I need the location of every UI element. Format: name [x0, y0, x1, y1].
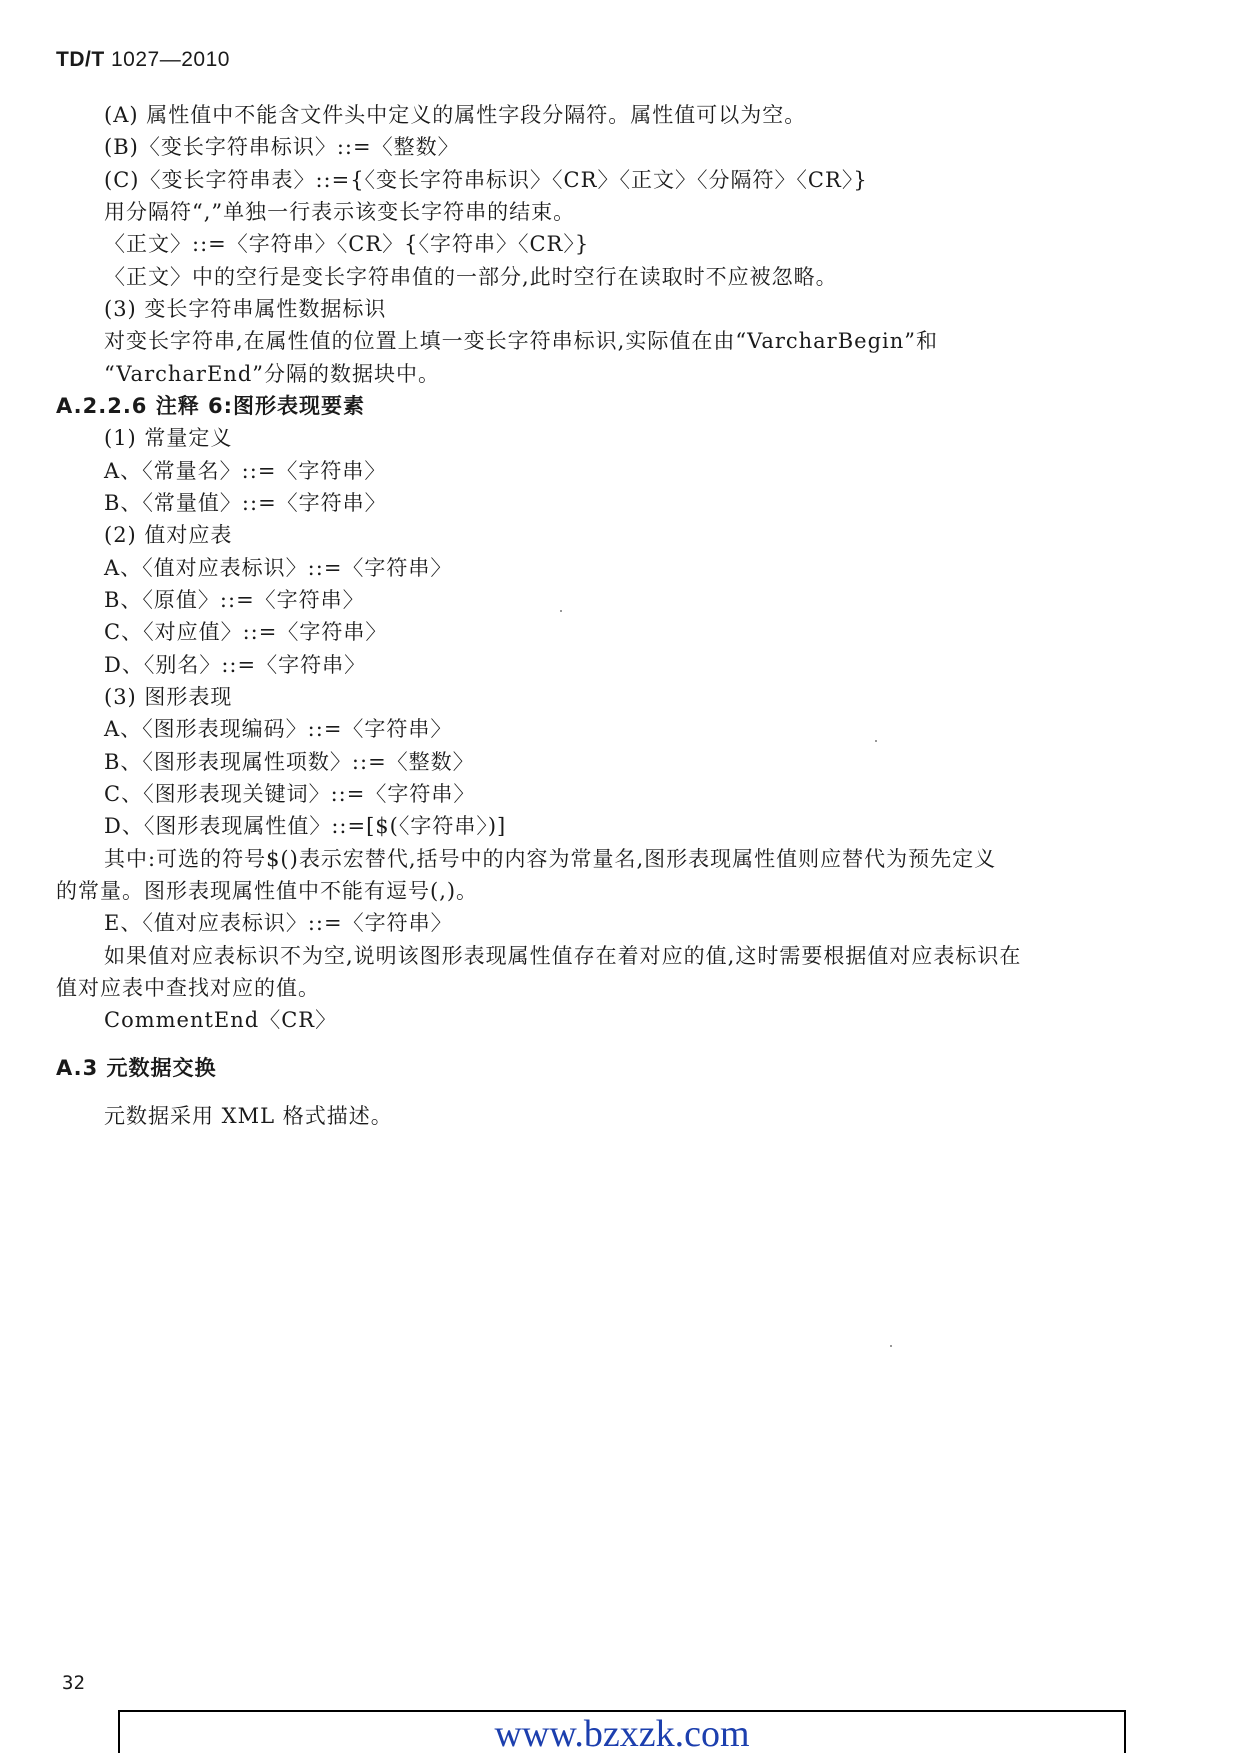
text-line: (A) 属性值中不能含文件头中定义的属性字段分隔符。属性值可以为空。 — [104, 103, 807, 127]
scan-speck — [560, 610, 562, 612]
text-line: C、〈图形表现关键词〉::=〈字符串〉 — [104, 782, 476, 806]
text-line: (B)〈变长字符串标识〉::=〈整数〉 — [104, 135, 460, 159]
text-line: B、〈图形表现属性项数〉::=〈整数〉 — [104, 750, 475, 774]
text-line: CommentEnd〈CR〉 — [104, 1008, 338, 1032]
scan-speck — [890, 1345, 892, 1347]
text-line: 〈正文〉::=〈字符串〉〈CR〉{〈字符串〉〈CR〉} — [104, 232, 590, 256]
text-line: (2) 值对应表 — [104, 523, 233, 547]
text-line: B、〈原值〉::=〈字符串〉 — [104, 588, 365, 612]
standard-number: 1027—2010 — [111, 48, 230, 71]
scan-speck — [875, 740, 877, 742]
text-line: A、〈值对应表标识〉::=〈字符串〉 — [104, 556, 453, 580]
text-line: D、〈别名〉::=〈字符串〉 — [104, 653, 367, 677]
text-line: 的常量。图形表现属性值中不能有逗号(,)。 — [56, 879, 479, 903]
text-line: 如果值对应表标识不为空,说明该图形表现属性值存在着对应的值,这时需要根据值对应表标识在 — [104, 944, 1022, 968]
text-line: C、〈对应值〉::=〈字符串〉 — [104, 620, 388, 644]
text-line: (3) 图形表现 — [104, 685, 233, 709]
text-line: (1) 常量定义 — [104, 426, 233, 450]
text-line: (C)〈变长字符串表〉::={〈变长字符串标识〉〈CR〉〈正文〉〈分隔符〉〈CR〉} — [104, 168, 868, 192]
text-line: “VarcharEnd”分隔的数据块中。 — [104, 362, 440, 386]
text-line: 对变长字符串,在属性值的位置上填一变长字符串标识,实际值在由“VarcharBegin”和 — [104, 329, 939, 353]
text-line: 用分隔符“,”单独一行表示该变长字符串的结束。 — [104, 200, 576, 224]
page-number: 32 — [62, 1672, 85, 1694]
footer-banner — [118, 1710, 1126, 1753]
section-heading: A.3 元数据交换 — [56, 1056, 217, 1080]
section-heading: A.2.2.6 注释 6:图形表现要素 — [56, 394, 366, 418]
text-line: A、〈常量名〉::=〈字符串〉 — [104, 459, 387, 483]
footer-url[interactable]: www.bzxzk.com — [494, 1713, 750, 1755]
text-line: 元数据采用 XML 格式描述。 — [104, 1104, 393, 1128]
text-line: 其中:可选的符号$()表示宏替代,括号中的内容为常量名,图形表现属性值则应替代为预先定义 — [104, 847, 997, 871]
text-line: E、〈值对应表标识〉::=〈字符串〉 — [104, 911, 453, 935]
text-line: (3) 变长字符串属性数据标识 — [104, 297, 387, 321]
text-line: B、〈常量值〉::=〈字符串〉 — [104, 491, 387, 515]
standard-prefix: TD/T — [56, 48, 105, 71]
text-line: A、〈图形表现编码〉::=〈字符串〉 — [104, 717, 453, 741]
text-line: 值对应表中查找对应的值。 — [56, 976, 320, 1000]
standard-code — [56, 48, 230, 72]
text-line: 〈正文〉中的空行是变长字符串值的一部分,此时空行在读取时不应被忽略。 — [104, 265, 838, 289]
text-line: D、〈图形表现属性值〉::=[$(〈字符串〉)] — [104, 814, 507, 838]
